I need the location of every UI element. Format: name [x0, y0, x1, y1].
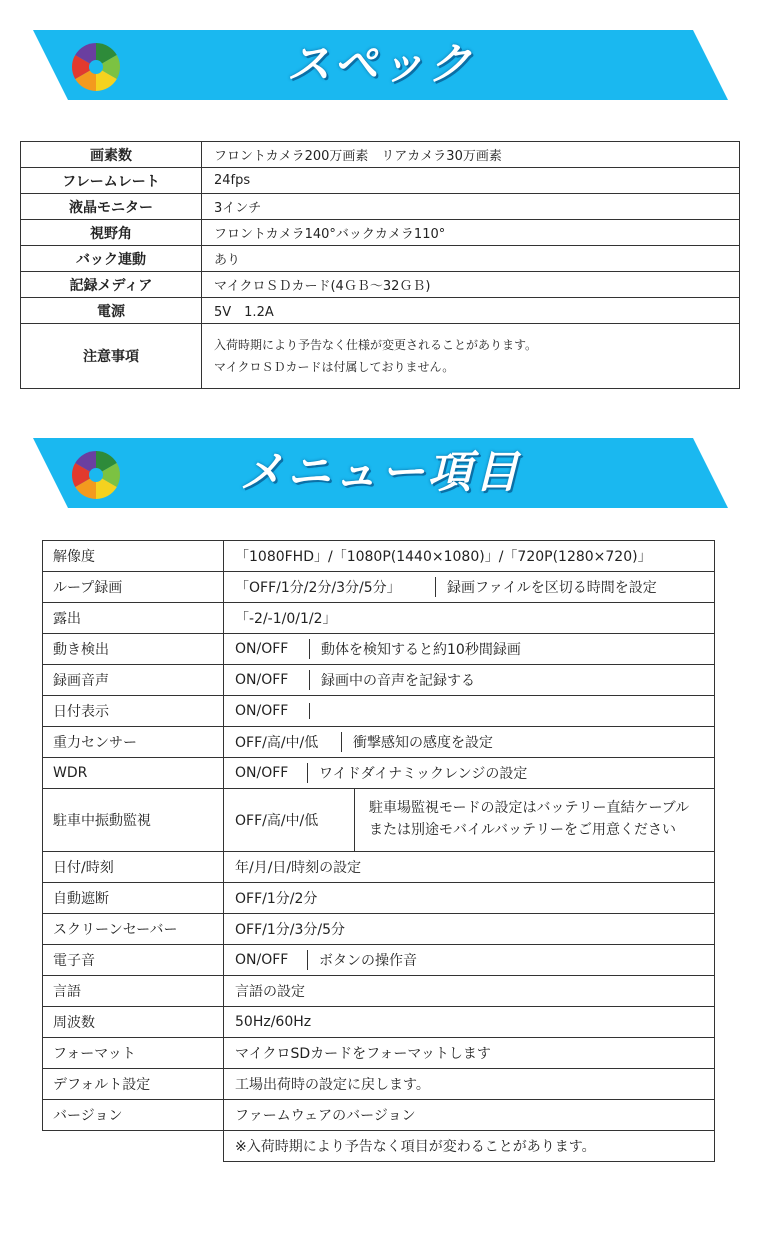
spec-value: 5V 1.2A: [202, 298, 740, 324]
table-row: [43, 1100, 715, 1131]
menu-table: [42, 540, 715, 1162]
table-row: [43, 634, 715, 665]
menu-desc: 録画ファイルを区切る時間を設定: [447, 580, 657, 596]
table-row: [43, 603, 715, 634]
spec-label: 記録メディア: [21, 272, 202, 298]
menu-label: フォーマット: [43, 1038, 224, 1069]
spec-value: フロントカメラ200万画素 リアカメラ30万画素: [202, 142, 740, 168]
menu-value: 「-2/-1/0/1/2」: [224, 603, 715, 634]
table-row: [43, 696, 715, 727]
menu-label: 重力センサー: [43, 727, 224, 758]
menu-label: 周波数: [43, 1007, 224, 1038]
table-row: [43, 1131, 715, 1162]
spec-value: マイクロＳＤカード(4ＧＢ～32ＧＢ): [202, 272, 740, 298]
table-row: [43, 945, 715, 976]
menu-label: 日付/時刻: [43, 852, 224, 883]
menu-label: 露出: [43, 603, 224, 634]
menu-value: 工場出荷時の設定に戻します。: [224, 1069, 715, 1100]
menu-value: 年/月/日/時刻の設定: [224, 852, 715, 883]
spec-label: バック連動: [21, 246, 202, 272]
spec-value: フロントカメラ140°バックカメラ110°: [202, 220, 740, 246]
menu-label: 録画音声: [43, 665, 224, 696]
table-row: [21, 194, 740, 220]
menu-label: デフォルト設定: [43, 1069, 224, 1100]
menu-value: ON/OFF: [224, 703, 310, 719]
table-row: [43, 789, 715, 852]
menu-footnote: ※入荷時期により予告なく項目が変わることがあります。: [224, 1131, 715, 1162]
menu-desc: 動体を検知すると約10秒間録画: [321, 642, 521, 658]
menu-label: 電子音: [43, 945, 224, 976]
table-row: [21, 246, 740, 272]
menu-label: バージョン: [43, 1100, 224, 1131]
table-row: [21, 142, 740, 168]
table-row: [43, 727, 715, 758]
menu-value: ファームウェアのバージョン: [224, 1100, 715, 1131]
menu-banner: [33, 438, 728, 508]
menu-desc: ワイドダイナミックレンジの設定: [319, 766, 528, 782]
spec-value: あり: [202, 246, 740, 272]
menu-label: 言語: [43, 976, 224, 1007]
spec-label: 視野角: [21, 220, 202, 246]
menu-value: マイクロSDカードをフォーマットします: [224, 1038, 715, 1069]
table-row: [43, 914, 715, 945]
note-label: 注意事項: [21, 324, 202, 389]
menu-desc-line: または別途モバイルバッテリーをご用意ください: [369, 822, 677, 838]
menu-desc: ボタンの操作音: [319, 953, 417, 969]
table-row: [43, 572, 715, 603]
table-row: [43, 976, 715, 1007]
table-row: [43, 665, 715, 696]
menu-desc: [355, 789, 689, 851]
menu-value: 50Hz/60Hz: [224, 1007, 715, 1038]
table-row: [21, 220, 740, 246]
menu-label: WDR: [43, 758, 224, 789]
menu-desc: 衝撃感知の感度を設定: [353, 735, 493, 751]
menu-label: 日付表示: [43, 696, 224, 727]
table-row: [43, 1038, 715, 1069]
menu-desc-line: 駐車場監視モードの設定はバッテリー直結ケーブル: [369, 800, 690, 816]
menu-value: OFF/1分/3分/5分: [224, 914, 715, 945]
menu-value: 「1080FHD」/「1080P(1440×1080)」/「720P(1280×720)」: [224, 541, 715, 572]
spec-value: 3インチ: [202, 194, 740, 220]
spec-label: 電源: [21, 298, 202, 324]
table-row: [21, 168, 740, 194]
table-row: [43, 852, 715, 883]
menu-value: 言語の設定: [224, 976, 715, 1007]
table-row: [43, 883, 715, 914]
spec-value: 24fps: [202, 168, 740, 194]
menu-desc: [310, 703, 321, 719]
spec-title: スペック: [286, 39, 475, 90]
table-row: [43, 1007, 715, 1038]
table-row: [43, 541, 715, 572]
menu-value: ON/OFF: [224, 763, 308, 783]
table-row: [21, 324, 740, 389]
menu-value: ON/OFF: [224, 670, 310, 690]
menu-value: OFF/高/中/低: [224, 789, 355, 851]
spec-label: 画素数: [21, 142, 202, 168]
note-line: 入荷時期により予告なく仕様が変更されることがあります。: [214, 338, 538, 352]
menu-label: 動き検出: [43, 634, 224, 665]
spec-banner: [33, 30, 728, 100]
menu-value: ON/OFF: [224, 950, 308, 970]
menu-desc: 録画中の音声を記録する: [321, 673, 475, 689]
spec-label: 液晶モニター: [21, 194, 202, 220]
table-row: [43, 758, 715, 789]
table-row: [21, 272, 740, 298]
note-line: マイクロＳＤカードは付属しておりません。: [214, 360, 455, 374]
menu-label: スクリーンセーバー: [43, 914, 224, 945]
menu-value: 「OFF/1分/2分/3分/5分」: [224, 577, 436, 597]
note-value: [202, 324, 740, 389]
menu-label: 駐車中振動監視: [43, 789, 224, 852]
menu-label: ループ録画: [43, 572, 224, 603]
table-row: [43, 1069, 715, 1100]
menu-label: 解像度: [43, 541, 224, 572]
menu-label: 自動遮断: [43, 883, 224, 914]
menu-value: ON/OFF: [224, 639, 310, 659]
menu-value: OFF/1分/2分: [224, 883, 715, 914]
menu-title: メニュー項目: [239, 447, 522, 498]
spec-label: フレームレート: [21, 168, 202, 194]
table-row: [21, 298, 740, 324]
menu-value: OFF/高/中/低: [224, 732, 342, 752]
spec-table: [20, 141, 740, 389]
